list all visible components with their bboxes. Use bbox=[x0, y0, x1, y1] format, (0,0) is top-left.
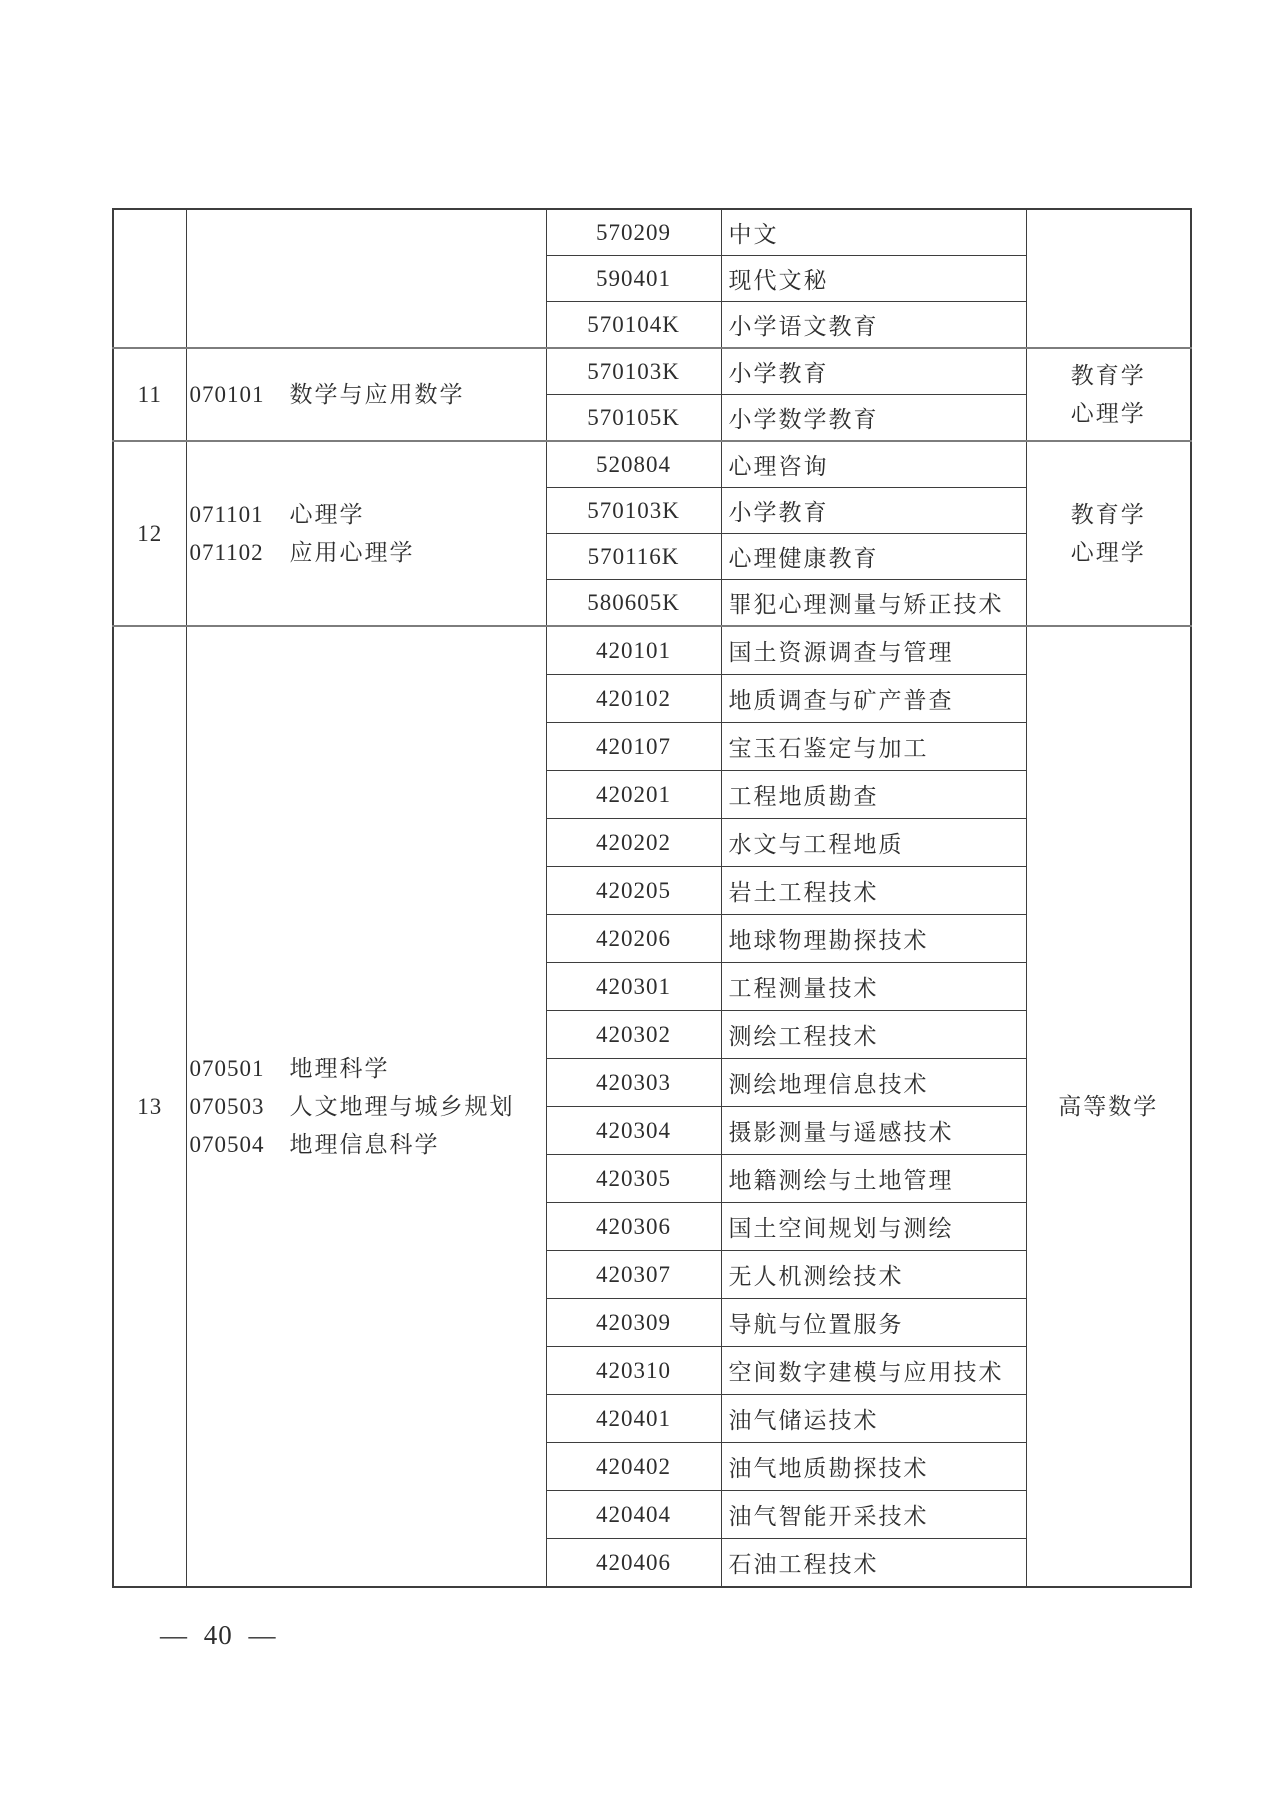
major-line bbox=[190, 1050, 546, 1088]
submajor-name-cell: 油气智能开采技术 bbox=[721, 1491, 1026, 1539]
submajor-name-cell: 小学教育 bbox=[721, 488, 1026, 534]
submajor-name-cell: 地籍测绘与土地管理 bbox=[721, 1155, 1026, 1203]
submajor-name-cell: 无人机测绘技术 bbox=[721, 1251, 1026, 1299]
undergraduate-majors-cell bbox=[186, 348, 546, 441]
submajor-name-cell: 工程测量技术 bbox=[721, 963, 1026, 1011]
submajor-name-cell: 心理健康教育 bbox=[721, 534, 1026, 580]
major-code: 071102 bbox=[189, 539, 264, 565]
submajor-name-cell: 岩土工程技术 bbox=[721, 867, 1026, 915]
submajor-code-cell: 420304 bbox=[546, 1107, 721, 1155]
submajor-name-cell: 测绘地理信息技术 bbox=[721, 1059, 1026, 1107]
undergraduate-majors-cell bbox=[186, 626, 546, 1587]
submajor-name-cell: 地球物理勘探技术 bbox=[721, 915, 1026, 963]
submajor-code-cell: 420305 bbox=[546, 1155, 721, 1203]
submajor-code-cell: 420107 bbox=[546, 723, 721, 771]
submajor-name-cell: 油气储运技术 bbox=[721, 1395, 1026, 1443]
undergraduate-majors-cell bbox=[186, 441, 546, 626]
submajor-code-cell: 420309 bbox=[546, 1299, 721, 1347]
major-code: 070503 bbox=[189, 1093, 265, 1119]
major-code: 070101 bbox=[189, 381, 265, 407]
submajor-code-cell: 420205 bbox=[546, 867, 721, 915]
page-number: — 40 — bbox=[160, 1620, 277, 1650]
submajor-name-cell: 测绘工程技术 bbox=[721, 1011, 1026, 1059]
major-name: 人文地理与城乡规划 bbox=[289, 1093, 515, 1119]
submajor-name-cell: 油气地质勘探技术 bbox=[721, 1443, 1026, 1491]
submajor-code-cell: 420302 bbox=[546, 1011, 721, 1059]
major-line bbox=[190, 534, 546, 572]
submajor-code-cell: 570116K bbox=[546, 534, 721, 580]
submajor-name-cell: 现代文秘 bbox=[721, 256, 1026, 302]
undergraduate-majors-cell bbox=[186, 209, 546, 348]
major-line bbox=[190, 1088, 546, 1126]
submajor-code-cell: 580605K bbox=[546, 580, 721, 627]
major-name: 心理学 bbox=[289, 501, 365, 527]
submajor-name-cell: 摄影测量与遥感技术 bbox=[721, 1107, 1026, 1155]
major-mapping-table bbox=[112, 208, 1192, 1588]
exam-subject-cell bbox=[1026, 626, 1191, 1587]
submajor-name-cell: 水文与工程地质 bbox=[721, 819, 1026, 867]
submajor-name-cell: 宝玉石鉴定与加工 bbox=[721, 723, 1026, 771]
exam-subject-cell bbox=[1026, 348, 1191, 441]
major-name: 数学与应用数学 bbox=[289, 381, 465, 407]
submajor-name-cell: 工程地质勘查 bbox=[721, 771, 1026, 819]
exam-subject-line: 教育学 bbox=[1070, 501, 1146, 527]
row-number-cell bbox=[113, 209, 186, 348]
submajor-code-cell: 420101 bbox=[546, 626, 721, 675]
exam-subject-line: 心理学 bbox=[1070, 400, 1146, 426]
submajor-code-cell: 420102 bbox=[546, 675, 721, 723]
submajor-name-cell: 心理咨询 bbox=[721, 441, 1026, 488]
table-row bbox=[113, 441, 1191, 488]
exam-subject-line: 教育学 bbox=[1070, 362, 1146, 388]
exam-subject-cell bbox=[1026, 209, 1191, 348]
exam-subject-line: 心理学 bbox=[1070, 539, 1146, 565]
submajor-code-cell: 420303 bbox=[546, 1059, 721, 1107]
major-code: 071101 bbox=[189, 501, 264, 527]
submajor-code-cell: 420301 bbox=[546, 963, 721, 1011]
exam-subject-cell bbox=[1026, 441, 1191, 626]
submajor-code-cell: 420401 bbox=[546, 1395, 721, 1443]
submajor-name-cell: 地质调查与矿产普查 bbox=[721, 675, 1026, 723]
submajor-code-cell: 420202 bbox=[546, 819, 721, 867]
submajor-code-cell: 590401 bbox=[546, 256, 721, 302]
submajor-name-cell: 罪犯心理测量与矫正技术 bbox=[721, 580, 1026, 627]
submajor-name-cell: 国土资源调查与管理 bbox=[721, 626, 1026, 675]
submajor-code-cell: 420406 bbox=[546, 1539, 721, 1588]
major-code: 070504 bbox=[189, 1131, 265, 1157]
submajor-name-cell: 空间数字建模与应用技术 bbox=[721, 1347, 1026, 1395]
submajor-name-cell: 小学教育 bbox=[721, 348, 1026, 395]
row-number-cell: 11 bbox=[113, 348, 186, 441]
submajor-name-cell: 小学语文教育 bbox=[721, 302, 1026, 349]
submajor-name-cell: 导航与位置服务 bbox=[721, 1299, 1026, 1347]
table-row bbox=[113, 626, 1191, 675]
row-number-cell: 13 bbox=[113, 626, 186, 1587]
submajor-code-cell: 420402 bbox=[546, 1443, 721, 1491]
submajor-name-cell: 国土空间规划与测绘 bbox=[721, 1203, 1026, 1251]
submajor-code-cell: 420404 bbox=[546, 1491, 721, 1539]
major-mapping-table-body bbox=[113, 209, 1191, 1587]
submajor-code-cell: 570103K bbox=[546, 488, 721, 534]
submajor-code-cell: 570105K bbox=[546, 395, 721, 442]
submajor-code-cell: 420206 bbox=[546, 915, 721, 963]
major-line bbox=[190, 496, 546, 534]
major-code: 070501 bbox=[189, 1055, 265, 1081]
submajor-code-cell: 570104K bbox=[546, 302, 721, 349]
submajor-code-cell: 570209 bbox=[546, 209, 721, 256]
submajor-name-cell: 小学数学教育 bbox=[721, 395, 1026, 442]
submajor-code-cell: 420201 bbox=[546, 771, 721, 819]
submajor-code-cell: 420307 bbox=[546, 1251, 721, 1299]
submajor-code-cell: 570103K bbox=[546, 348, 721, 395]
submajor-code-cell: 420310 bbox=[546, 1347, 721, 1395]
major-name: 应用心理学 bbox=[289, 539, 415, 565]
major-line bbox=[190, 376, 546, 414]
exam-subject-line: 高等数学 bbox=[1058, 1093, 1159, 1119]
submajor-code-cell: 420306 bbox=[546, 1203, 721, 1251]
submajor-name-cell: 中文 bbox=[721, 209, 1026, 256]
submajor-code-cell: 520804 bbox=[546, 441, 721, 488]
major-name: 地理信息科学 bbox=[289, 1131, 440, 1157]
table-row bbox=[113, 348, 1191, 395]
table-row bbox=[113, 209, 1191, 256]
major-name: 地理科学 bbox=[289, 1055, 390, 1081]
submajor-name-cell: 石油工程技术 bbox=[721, 1539, 1026, 1588]
major-line bbox=[190, 1126, 546, 1164]
row-number-cell: 12 bbox=[113, 441, 186, 626]
